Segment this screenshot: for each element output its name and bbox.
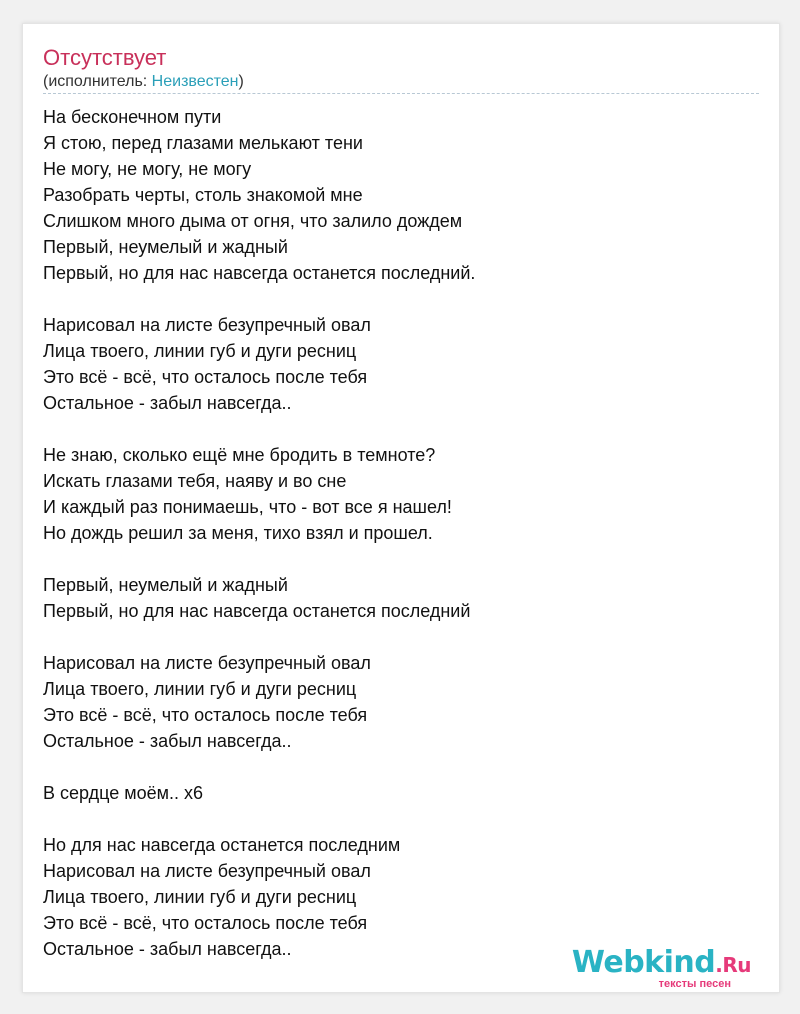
lyrics-line: Лица твоего, линии губ и дуги ресниц (43, 341, 357, 361)
artist-link[interactable]: Неизвестен (151, 73, 239, 90)
lyrics-body (43, 104, 759, 988)
lyrics-line: Первый, но для нас навсегда останется последний. (43, 263, 476, 283)
lyrics-stanza (43, 104, 759, 286)
lyrics-line: На бесконечном пути (43, 107, 222, 127)
logo-main-text: Webkind (571, 945, 716, 980)
lyrics-line: Остальное - забыл навсегда.. (43, 731, 292, 751)
logo-tld: .Ru (715, 953, 751, 977)
lyrics-line: Я стою, перед глазами мелькают тени (43, 133, 363, 153)
lyrics-line: Первый, но для нас навсегда останется последний (43, 601, 471, 621)
lyrics-stanza (43, 572, 759, 624)
artist-prefix: (исполнитель: (43, 73, 152, 90)
dashed-divider (43, 93, 759, 94)
artist-line (43, 72, 244, 92)
lyrics-line: Это всё - всё, что осталось после тебя (43, 367, 368, 387)
logo-tagline: тексты песен (658, 978, 731, 990)
lyrics-line: Нарисовал на листе безупречный овал (43, 653, 371, 673)
lyrics-stanza (43, 650, 759, 754)
lyrics-line: Это всё - всё, что осталось после тебя (43, 705, 368, 725)
lyrics-line: Не могу, не могу, не могу (43, 159, 252, 179)
lyrics-line: Лица твоего, линии губ и дуги ресниц (43, 679, 357, 699)
lyrics-line: Остальное - забыл навсегда.. (43, 393, 292, 413)
lyrics-card (22, 23, 780, 993)
lyrics-stanza (43, 312, 759, 416)
site-logo[interactable] (572, 947, 751, 990)
artist-suffix: ) (238, 73, 244, 90)
lyrics-line: Разобрать черты, столь знакомой мне (43, 185, 363, 205)
lyrics-line: Слишком много дыма от огня, что залило дождем (43, 211, 463, 231)
lyrics-line: Но дождь решил за меня, тихо взял и прошел. (43, 523, 433, 543)
lyrics-line: Не знаю, сколько ещё мне бродить в темноте? (43, 445, 436, 465)
lyrics-line: Это всё - всё, что осталось после тебя (43, 913, 368, 933)
lyrics-line: Первый, неумелый и жадный (43, 237, 288, 257)
lyrics-line: Первый, неумелый и жадный (43, 575, 288, 595)
lyrics-line: И каждый раз понимаешь, что - вот все я нашел! (43, 497, 452, 517)
logo-wordmark (572, 947, 751, 981)
song-title: Отсутствует (43, 45, 167, 70)
lyrics-line: Нарисовал на листе безупречный овал (43, 861, 371, 881)
lyrics-stanza (43, 442, 759, 546)
lyrics-line: Нарисовал на листе безупречный овал (43, 315, 371, 335)
lyrics-line: Лица твоего, линии губ и дуги ресниц (43, 887, 357, 907)
lyrics-line: Искать глазами тебя, наяву и во сне (43, 471, 347, 491)
lyrics-line: Но для нас навсегда останется последним (43, 835, 401, 855)
lyrics-stanza (43, 780, 759, 806)
lyrics-line: В сердце моём.. х6 (43, 783, 204, 803)
lyrics-line: Остальное - забыл навсегда.. (43, 939, 292, 959)
lyrics-stanza (43, 832, 759, 962)
